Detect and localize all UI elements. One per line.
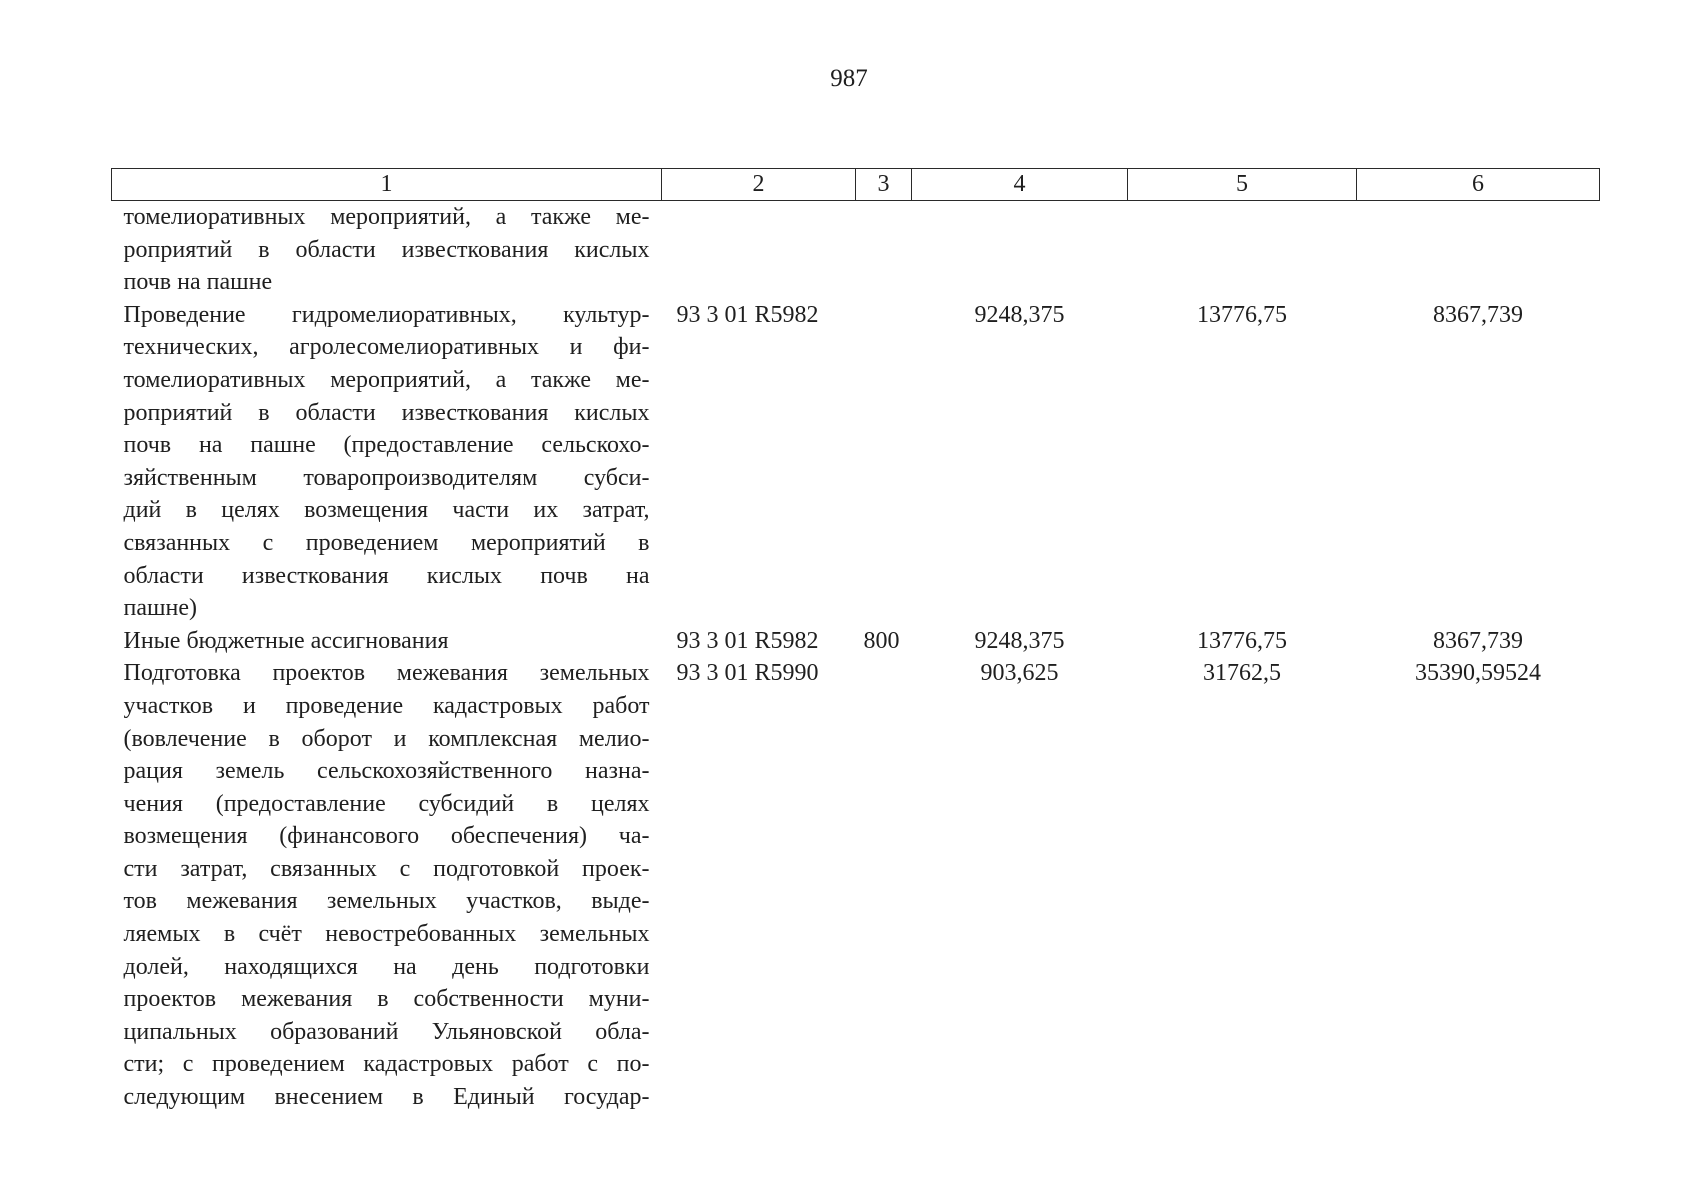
expense-type <box>856 657 912 1113</box>
description-line: сти затрат, связанных с подготовкой проек- <box>123 855 650 882</box>
description-line: зяйственным товаропроизводителям субси- <box>123 464 650 491</box>
description-line: томелиоративных мероприятий, а также ме- <box>123 366 650 393</box>
description-line: долей, находящихся на день подготовки <box>123 953 650 980</box>
row-description <box>112 299 662 625</box>
description-line: почв на пашне (предоставление сельскохо- <box>123 432 650 459</box>
target-article-code: 93 3 01 R5982 <box>676 301 819 328</box>
description-line: ципальных образований Ульяновской обла- <box>123 1018 650 1045</box>
description-line: рация земель сельскохозяйственного назна- <box>123 758 650 785</box>
description-line: роприятий в области известкования кислых <box>123 236 650 263</box>
expense-type <box>856 299 912 625</box>
expense-type: 800 <box>863 627 900 654</box>
amount-col-4 <box>912 201 1128 299</box>
expense-type <box>856 201 912 299</box>
description-line: дий в целях возмещения части их затрат, <box>123 497 650 524</box>
description-line: томелиоративных мероприятий, а также ме- <box>123 204 650 230</box>
row-description <box>112 657 662 1113</box>
description-line: (вовлечение в оборот и комплексная мелио- <box>123 725 650 752</box>
table-header <box>112 169 1600 201</box>
header-col-6: 6 <box>1357 169 1600 201</box>
amount-col-6: 8367,739 <box>1433 301 1523 328</box>
description-line: чения (предоставление субсидий в целях <box>123 790 650 817</box>
description-line: технических, агролесомелиоративных и фи- <box>123 334 650 361</box>
description-line: проектов межевания в собственности муни- <box>123 986 650 1013</box>
description-line: тов межевания земельных участков, выде- <box>123 888 650 915</box>
description-line: почв на пашне <box>123 269 273 296</box>
description-line: роприятий в области известкования кислых <box>123 399 650 426</box>
description-line: области известкования кислых почв на <box>123 562 650 589</box>
amount-col-5: 31762,5 <box>1203 660 1281 687</box>
header-col-1: 1 <box>112 169 662 201</box>
header-col-3: 3 <box>856 169 912 201</box>
description-line: Иные бюджетные ассигнования <box>123 627 449 654</box>
table-row <box>112 625 1600 658</box>
description-line: Проведение гидромелиоративных, культур- <box>123 301 650 328</box>
header-col-4: 4 <box>912 169 1128 201</box>
page-number: 987 <box>830 65 868 92</box>
description-line: возмещения (финансового обеспечения) ча- <box>123 823 650 850</box>
target-article-code: 93 3 01 R5990 <box>676 660 819 687</box>
budget-table <box>111 168 1600 1114</box>
description-line: Подготовка проектов межевания земельных <box>123 660 650 687</box>
amount-col-4: 9248,375 <box>974 301 1065 328</box>
amount-col-5 <box>1128 201 1357 299</box>
amount-col-6 <box>1357 201 1600 299</box>
description-line: связанных с проведением мероприятий в <box>123 529 650 556</box>
description-line: следующим внесением в Единый государ- <box>123 1084 650 1111</box>
row-description <box>112 201 662 299</box>
amount-col-4: 9248,375 <box>974 627 1065 654</box>
description-line: участков и проведение кадастровых работ <box>123 692 650 719</box>
amount-col-4: 903,625 <box>980 660 1059 687</box>
table-row <box>112 657 1600 1113</box>
table-row <box>112 201 1600 299</box>
header-col-5: 5 <box>1128 169 1357 201</box>
row-description <box>112 625 662 658</box>
description-line: сти; с проведением кадастровых работ с по- <box>123 1051 650 1078</box>
header-col-2: 2 <box>662 169 856 201</box>
description-line: ляемых в счёт невостребованных земельных <box>123 921 650 948</box>
description-line: пашне) <box>123 595 197 622</box>
amount-col-6: 8367,739 <box>1433 627 1523 654</box>
amount-col-5: 13776,75 <box>1197 627 1287 654</box>
table-row <box>112 299 1600 625</box>
amount-col-6: 35390,59524 <box>1415 660 1541 687</box>
table-body <box>112 201 1600 1114</box>
target-article-code <box>662 201 856 299</box>
target-article-code: 93 3 01 R5982 <box>676 627 819 654</box>
amount-col-5: 13776,75 <box>1197 301 1287 328</box>
